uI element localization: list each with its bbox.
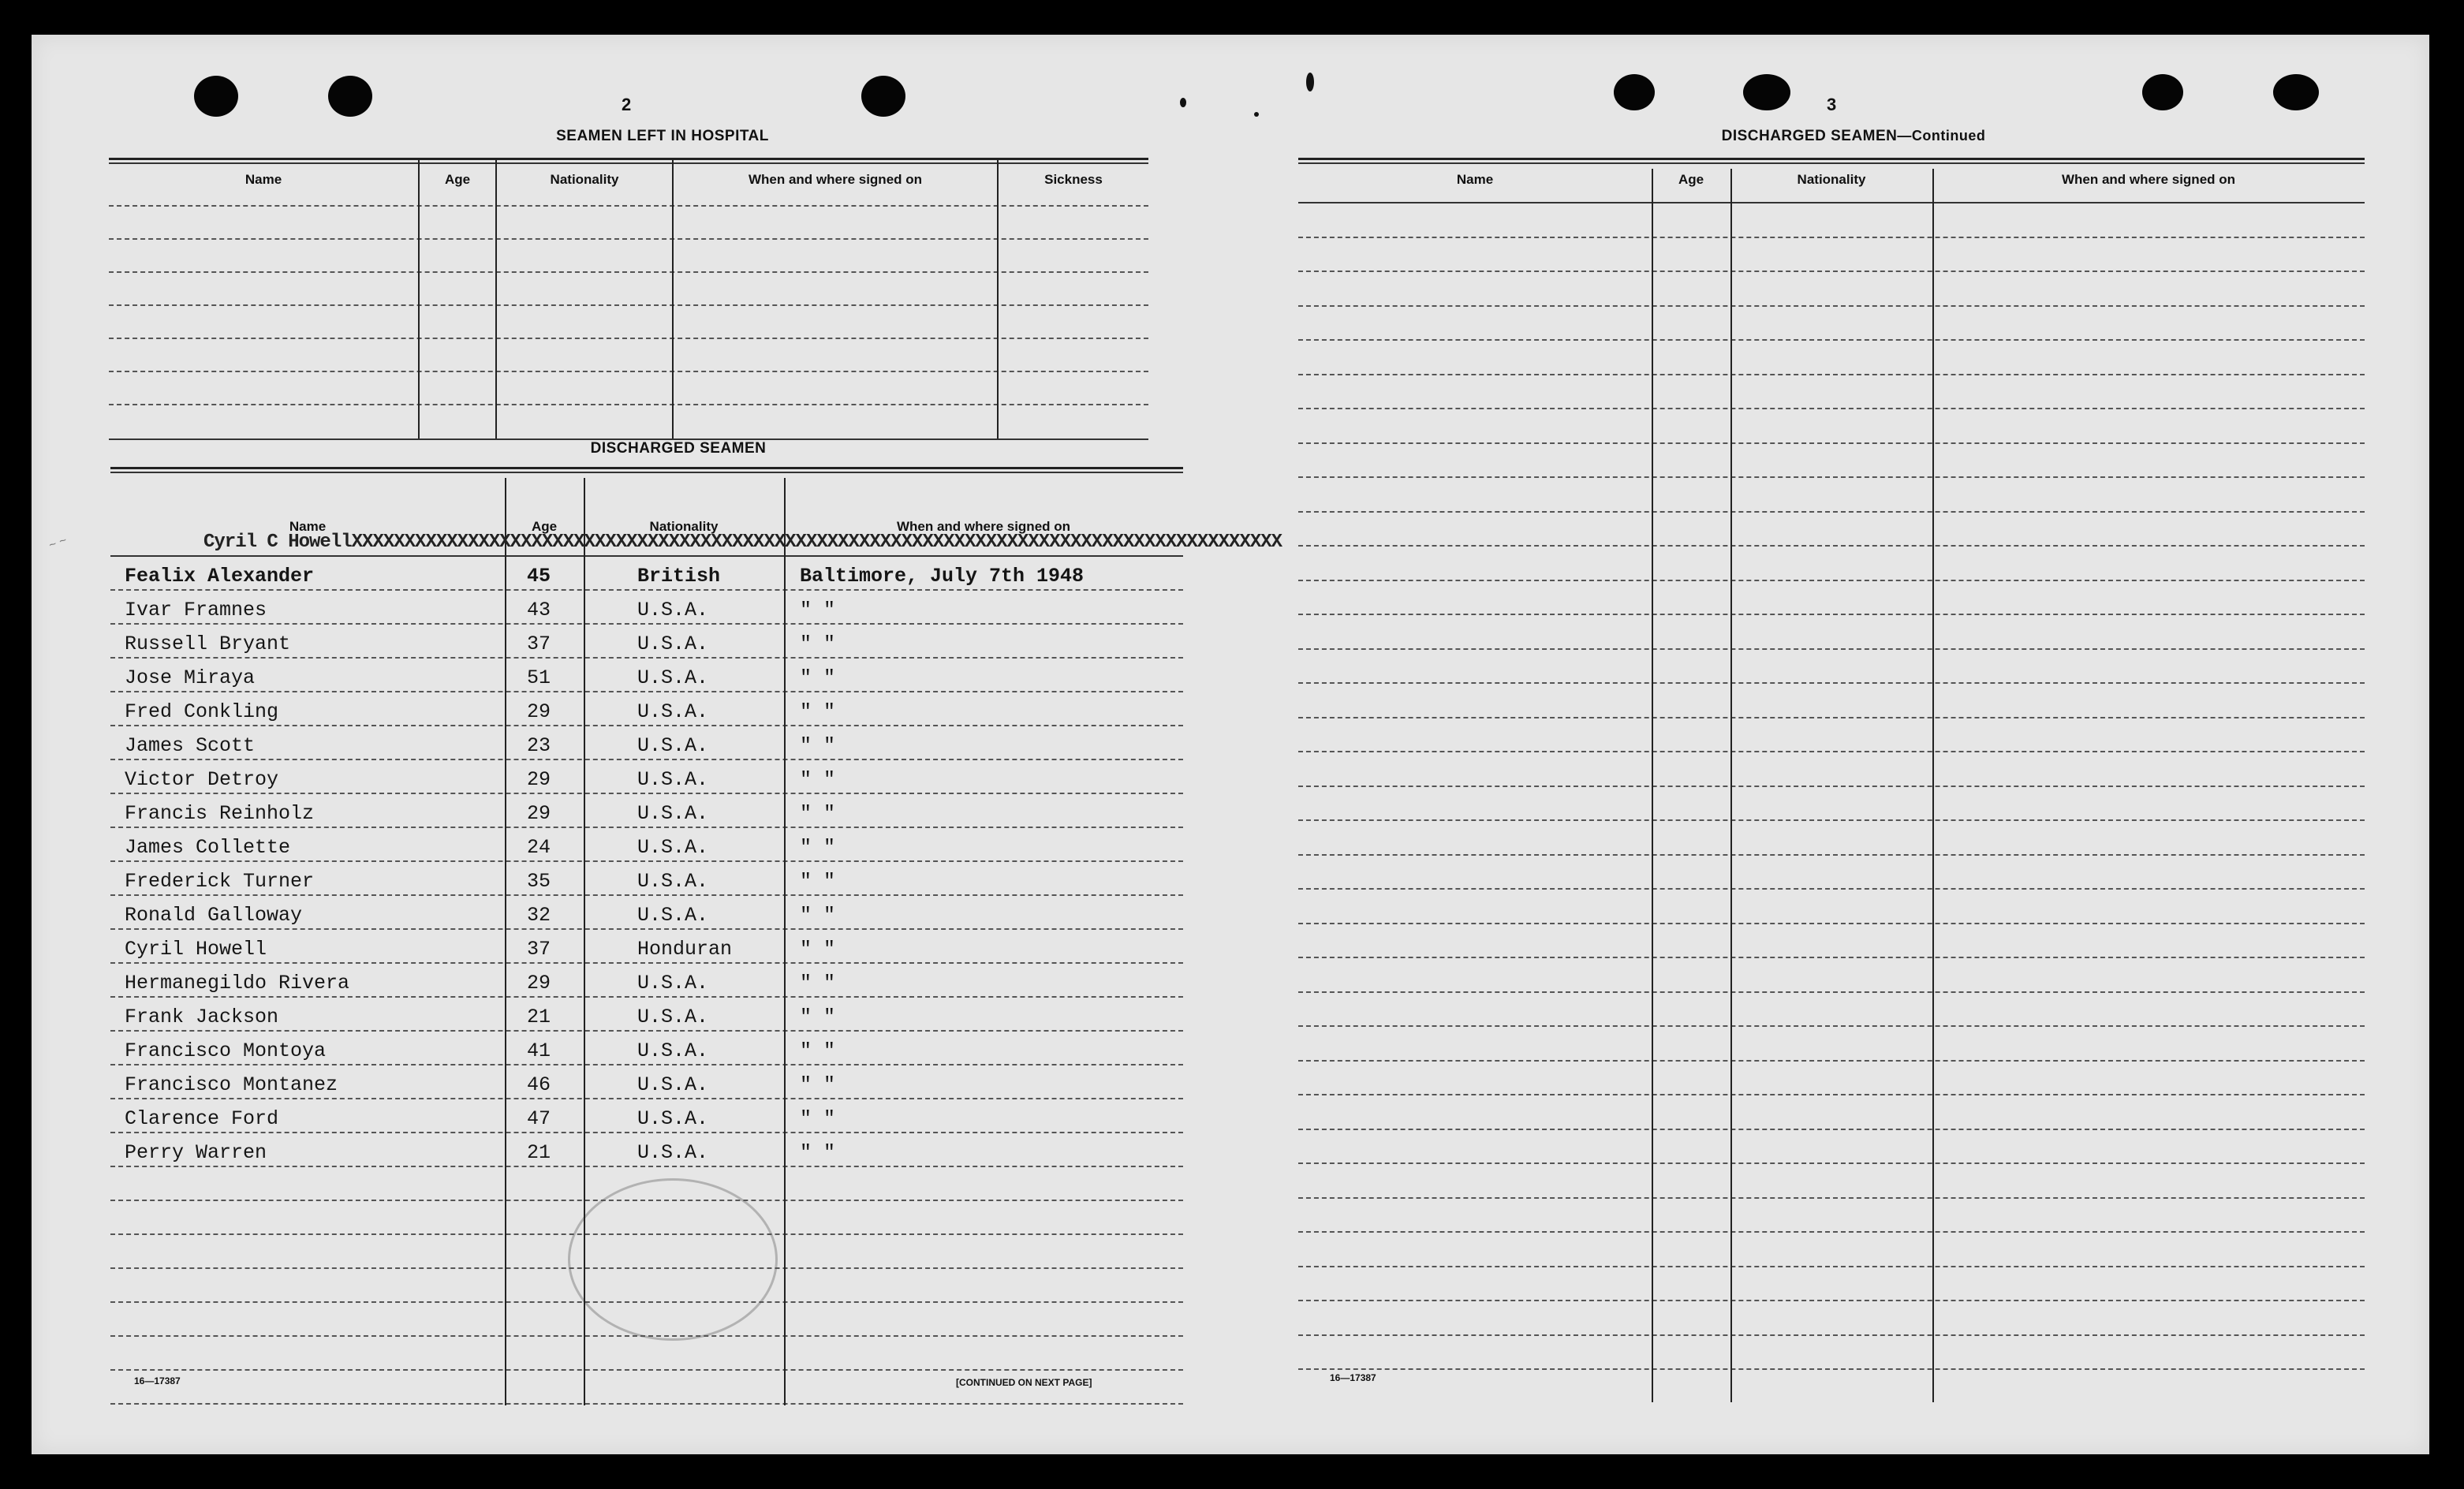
seaman-nationality: U.S.A.: [637, 972, 709, 995]
seaman-name: James Scott: [125, 734, 256, 757]
seaman-nationality: U.S.A.: [637, 1006, 709, 1028]
seaman-nationality: U.S.A.: [637, 734, 709, 757]
page-number-right: 3: [1827, 95, 1837, 114]
col-name: Name: [1456, 172, 1494, 187]
seaman-name: Clarence Ford: [125, 1107, 279, 1130]
continued-note: [CONTINUED ON NEXT PAGE]: [956, 1377, 1092, 1388]
seaman-name: Ivar Framnes: [125, 599, 267, 621]
seaman-signed-on: " ": [800, 836, 836, 859]
document-sheet: [32, 35, 2429, 1454]
seaman-name: Francisco Montanez: [125, 1073, 338, 1096]
table-row: [110, 555, 1183, 589]
discharged-continued-title: [1577, 128, 2130, 145]
seaman-nationality: U.S.A.: [637, 1039, 709, 1062]
table-row: [110, 793, 1183, 827]
col-name: Name: [245, 172, 282, 187]
col-signed-on: When and where signed on: [2061, 172, 2236, 187]
table-row: [110, 996, 1183, 1030]
seaman-age: 29: [527, 972, 551, 995]
seaman-name: Ronald Galloway: [125, 904, 303, 927]
table-row: [110, 691, 1183, 725]
seaman-signed-on: " ": [800, 938, 836, 961]
seaman-age: 43: [527, 599, 551, 621]
col-signed-on: When and where signed on: [748, 172, 923, 187]
seaman-name: Francisco Montoya: [125, 1039, 327, 1062]
col-sickness: Sickness: [1044, 172, 1103, 187]
table-row: [110, 928, 1183, 962]
discharged-section-title: DISCHARGED SEAMEN: [590, 440, 767, 457]
table-row: [110, 894, 1183, 928]
discharged-table-left: [110, 467, 1282, 1405]
seaman-nationality: U.S.A.: [637, 1073, 709, 1096]
seaman-name: James Collette: [125, 836, 291, 859]
seaman-age: 23: [527, 734, 551, 757]
seaman-age: 29: [527, 768, 551, 791]
seaman-signed-on: " ": [800, 633, 836, 655]
seaman-signed-on: " ": [800, 802, 836, 825]
seaman-nationality: U.S.A.: [637, 1141, 709, 1164]
struck-out-name: Cyril C Howell: [203, 532, 352, 553]
table-row: [110, 1132, 1183, 1166]
col-age: Age: [444, 172, 471, 187]
seaman-name: Hermanegildo Rivera: [125, 972, 350, 995]
col-nationality: Nationality: [550, 172, 619, 187]
col-nationality: Nationality: [1797, 172, 1866, 187]
seaman-name: Frederick Turner: [125, 870, 315, 893]
seaman-signed-on: " ": [800, 904, 836, 927]
table-row: [110, 860, 1183, 894]
seaman-nationality: British: [637, 565, 721, 588]
seaman-signed-on: " ": [800, 870, 836, 893]
punch-hole: [194, 76, 238, 117]
seaman-nationality: U.S.A.: [637, 599, 709, 621]
seaman-signed-on: " ": [800, 1006, 836, 1028]
seaman-nationality: U.S.A.: [637, 633, 709, 655]
table-row: [110, 725, 1183, 759]
hospital-section-title: SEAMEN LEFT IN HOSPITAL: [556, 128, 769, 144]
table-row: [110, 1030, 1183, 1064]
seaman-signed-on: " ": [800, 1073, 836, 1096]
punch-hole: [2142, 74, 2183, 110]
seaman-nationality: Honduran: [637, 938, 733, 961]
table-row: [110, 589, 1183, 623]
seaman-nationality: U.S.A.: [637, 904, 709, 927]
seaman-age: 51: [527, 666, 551, 689]
seaman-age: 37: [527, 633, 551, 655]
seaman-nationality: U.S.A.: [637, 666, 709, 689]
table-row: [110, 962, 1183, 996]
discharged-table-right: [1298, 158, 2365, 1402]
seaman-age: 46: [527, 1073, 551, 1096]
seaman-name: Victor Detroy: [125, 768, 279, 791]
seaman-age: 35: [527, 870, 551, 893]
seaman-nationality: U.S.A.: [637, 1107, 709, 1130]
seaman-signed-on: " ": [800, 1039, 836, 1062]
seaman-age: 29: [527, 802, 551, 825]
seaman-signed-on: " ": [800, 1107, 836, 1130]
seaman-age: 47: [527, 1107, 551, 1130]
seaman-nationality: U.S.A.: [637, 836, 709, 859]
seaman-age: 29: [527, 700, 551, 723]
form-number-left: 16—17387: [134, 1375, 181, 1386]
table-row: [110, 1064, 1183, 1098]
seaman-age: 37: [527, 938, 551, 961]
hospital-table: [109, 158, 1148, 450]
seaman-age: 24: [527, 836, 551, 859]
table-row: [110, 623, 1183, 657]
margin-pencil-mark: ~ ~: [47, 533, 69, 553]
seaman-signed-on: " ": [800, 599, 836, 621]
seaman-age: 41: [527, 1039, 551, 1062]
table-row: [110, 827, 1183, 860]
punch-hole: [861, 76, 905, 117]
seaman-name: Fred Conkling: [125, 700, 279, 723]
seaman-age: 32: [527, 904, 551, 927]
table-row: [110, 759, 1183, 793]
seaman-signed-on: Baltimore, July 7th 1948: [800, 565, 1085, 588]
seaman-name: Russell Bryant: [125, 633, 291, 655]
seaman-name: Cyril Howell: [125, 938, 267, 961]
seaman-signed-on: " ": [800, 972, 836, 995]
seaman-nationality: U.S.A.: [637, 768, 709, 791]
seaman-name: Perry Warren: [125, 1141, 267, 1164]
seaman-signed-on: " ": [800, 666, 836, 689]
punch-hole: [1614, 74, 1655, 110]
struck-out-row: Cyril C HowellXXXXXXXXXXXXXXXXXXXXXXXXXXXXXXXXXXXXXXXXXXXXXXXXXXXXXXXXXXXXXXXXXXXXXXXXXXXXXXXXXXXXXXXX: [203, 532, 1282, 553]
col-name: Name: [289, 519, 327, 534]
seaman-name: Francis Reinholz: [125, 802, 315, 825]
seaman-signed-on: " ": [800, 768, 836, 791]
seaman-nationality: U.S.A.: [637, 700, 709, 723]
punch-hole: [328, 76, 372, 117]
seaman-signed-on: " ": [800, 1141, 836, 1164]
seaman-age: 45: [527, 565, 551, 588]
seaman-nationality: U.S.A.: [637, 802, 709, 825]
seaman-age: 21: [527, 1006, 551, 1028]
table-row: [110, 657, 1183, 691]
discharged-continued-title-suffix: —Continued: [1897, 128, 1986, 144]
seaman-signed-on: " ": [800, 734, 836, 757]
col-signed-on: When and where signed on: [896, 519, 1071, 534]
seaman-signed-on: " ": [800, 700, 836, 723]
seaman-age: 21: [527, 1141, 551, 1164]
seaman-name: Jose Miraya: [125, 666, 256, 689]
punch-hole: [2273, 74, 2319, 110]
col-age: Age: [1678, 172, 1704, 187]
seaman-name: Fealix Alexander: [125, 565, 315, 588]
col-nationality: Nationality: [649, 519, 719, 534]
seaman-name: Frank Jackson: [125, 1006, 279, 1028]
form-number-right: 16—17387: [1330, 1372, 1376, 1383]
table-row: [110, 1098, 1183, 1132]
punch-hole: [1743, 74, 1790, 110]
discharged-rows: [110, 555, 1183, 1405]
page-number-left: 2: [622, 95, 632, 114]
discharged-continued-title-main: DISCHARGED SEAMEN: [1721, 128, 1898, 144]
seaman-nationality: U.S.A.: [637, 870, 709, 893]
col-age: Age: [531, 519, 558, 534]
